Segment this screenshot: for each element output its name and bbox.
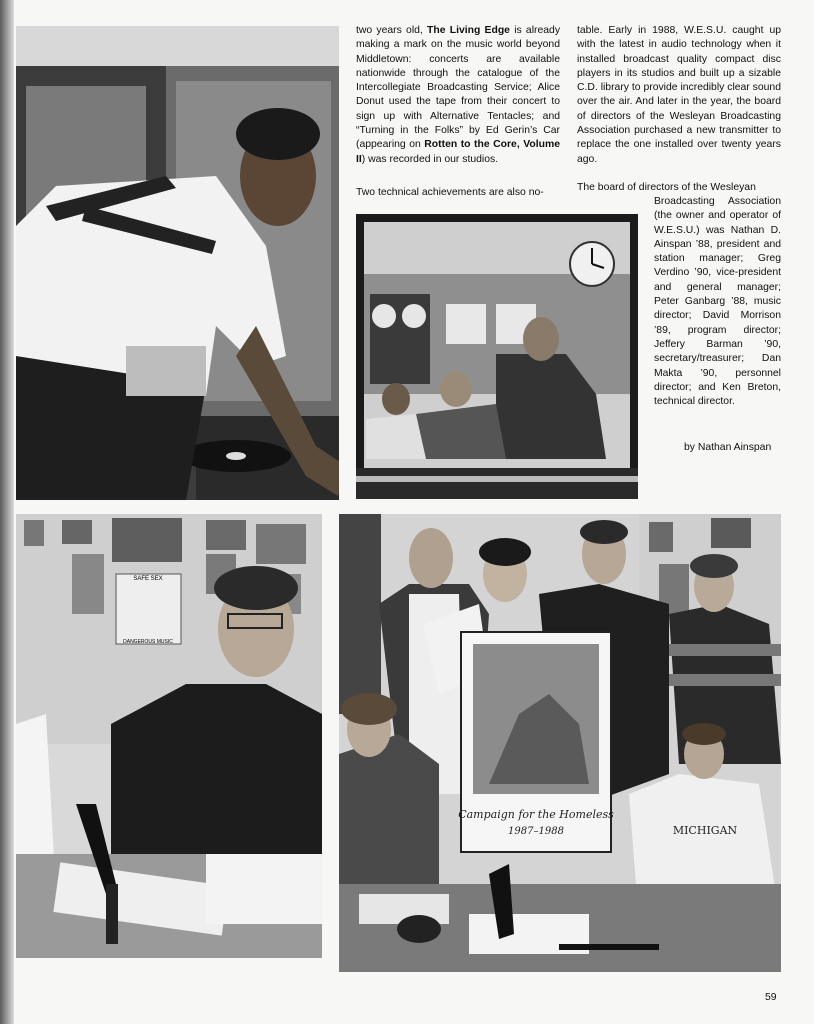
poster-caption-years: 1987–1988 — [508, 826, 564, 837]
wall-poster-bottom-text: DANGEROUS MUSIC — [123, 639, 173, 645]
byline: by Nathan Ainspan — [684, 442, 772, 453]
article-column-2 — [577, 24, 781, 167]
article-paragraph: Broadcasting Association (the owner and operator of W.E.S.U.) was Nathan D. Ainspan ’88, president and station manager; Greg Verdino ’90, vice-president and general manager; Peter Ganbarg ’88, music director; David Morrison ’89, program director; Jeffery Barman ’90, secretary/treasurer; Dan Makta ’90, personnel director; and Ken Breton, technical director. — [654, 196, 781, 408]
article-column-2-continued — [577, 181, 781, 195]
article-paragraph: table. Early in 1988, W.E.S.U. caught up with the latest in audio technology when it installed broadcast quality compact disc players in its studios and built up a sizable C.D. library to provide incredibly clear sound over the air. And later in the year, the board of directors of the Wesleyan Broadcasting Association purchased a new transmitter to replace the one installed over twenty years ago. — [577, 25, 781, 165]
photo-man-at-desk — [16, 514, 322, 958]
article-paragraph: two years old, The Living Edge is already making a mark on the music world beyond Middletown: concerts are available nationwide through the catalogue of the Intercollegiate Broadcasting Service; Alice Donut used the tape from their concert to sign up with Alternative Tentacles; and “Turning in the Folks” by Ed Gerin’s Car (appearing on Rotten to the Core, Volume II) was recorded in our studios. — [356, 25, 561, 165]
article-paragraph: Two technical achievements are also no- — [356, 186, 544, 198]
article-column-1 — [356, 24, 560, 200]
sweatshirt-text: MICHIGAN — [672, 824, 738, 837]
photo-studio-window — [356, 214, 638, 499]
poster-caption-title: Campaign for the Homeless — [458, 808, 614, 821]
photo-group-with-poster — [339, 514, 781, 972]
wall-poster-top-text: SAFE SEX — [133, 576, 163, 582]
article-paragraph-first-line: The board of directors of the Wesleyan — [577, 182, 756, 193]
page-spine-shadow — [0, 0, 14, 1024]
article-column-2-wrap — [654, 195, 781, 409]
photo-dj-turntable — [16, 26, 339, 500]
page-number: 59 — [765, 992, 777, 1003]
